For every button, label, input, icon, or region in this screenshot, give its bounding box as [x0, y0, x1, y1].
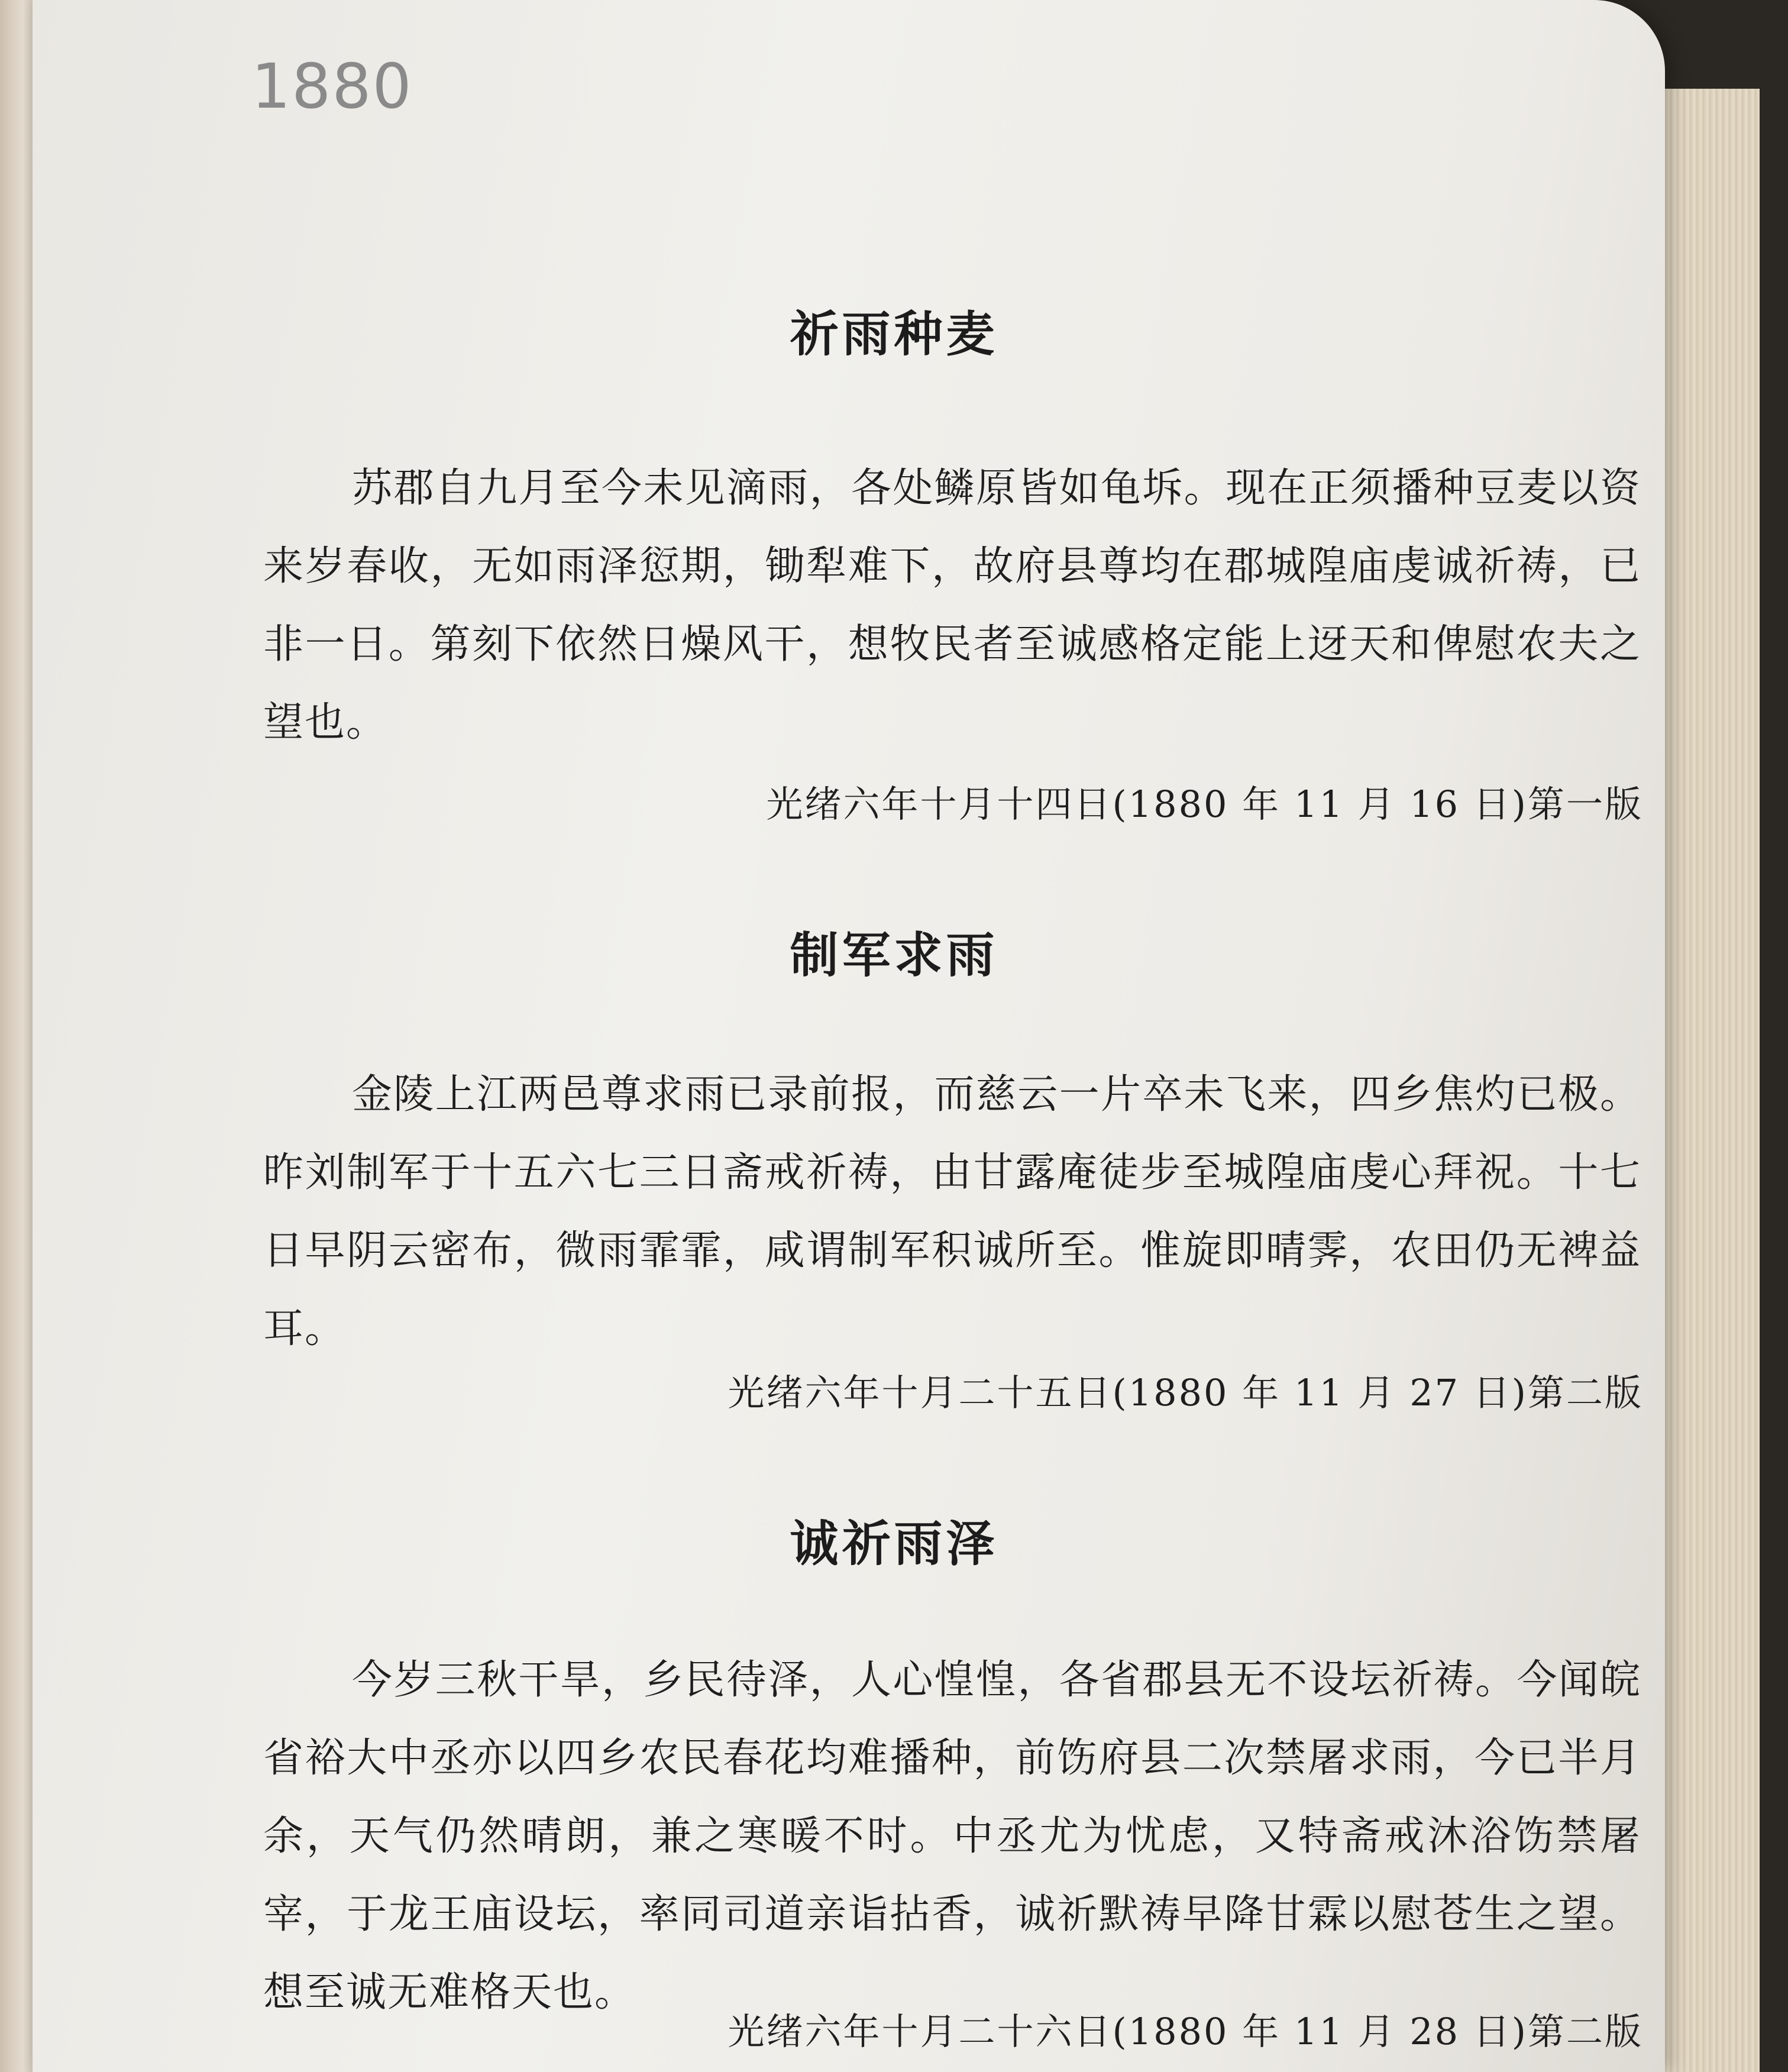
article-title-2: 制军求雨: [790, 927, 998, 984]
article-body-3: 今岁三秋干旱，乡民待泽，人心惶惶，各省郡县无不设坛祈祷。今闻皖省裕大中丞亦以四乡农民春花均难播种，前饬府县二次禁屠求雨，今已半月余，天气仍然晴朗，兼之寒暖不时。中丞尤为忧虑，又特斋戒沐浴饬禁屠宰，于龙王庙设坛，率同司道亲诣拈香，诚祈默祷早降甘霖以慰苍生之望。想至诚无难格天也。: [263, 1657, 1641, 2016]
running-head-year: 1880: [251, 50, 413, 122]
article-dateline-1: 光绪六年十月十四日(1880 年 11 月 16 日)第一版: [766, 783, 1643, 826]
page-stack-right: [1665, 89, 1760, 2072]
article-title-3: 诚祈雨泽: [790, 1516, 998, 1572]
article-dateline-3: 光绪六年十月二十六日(1880 年 11 月 28 日)第二版: [728, 2010, 1643, 2053]
article-title-1: 祈雨种麦: [790, 306, 998, 363]
article-dateline-2: 光绪六年十月二十五日(1880 年 11 月 27 日)第二版: [728, 1371, 1643, 1414]
article-body-1: 苏郡自九月至今未见滴雨，各处鳞原皆如龟坼。现在正须播种豆麦以资来岁春收，无如雨泽愆期，锄犁难下，故府县尊均在郡城隍庙虔诚祈祷，已非一日。第刻下依然日燥风干，想牧民者至诚感格定能上迓天和俾慰农夫之望也。: [263, 465, 1641, 746]
article-body-2: 金陵上江两邑尊求雨已录前报，而慈云一片卒未飞来，四乡焦灼已极。昨刘制军于十五六七三日斋戒祈祷，由甘露庵徒步至城隍庙虔心拜祝。十七日早阴云密布，微雨霏霏，咸谓制军积诚所至。惟旋即晴霁，农田仍无裨益耳。: [263, 1071, 1641, 1352]
